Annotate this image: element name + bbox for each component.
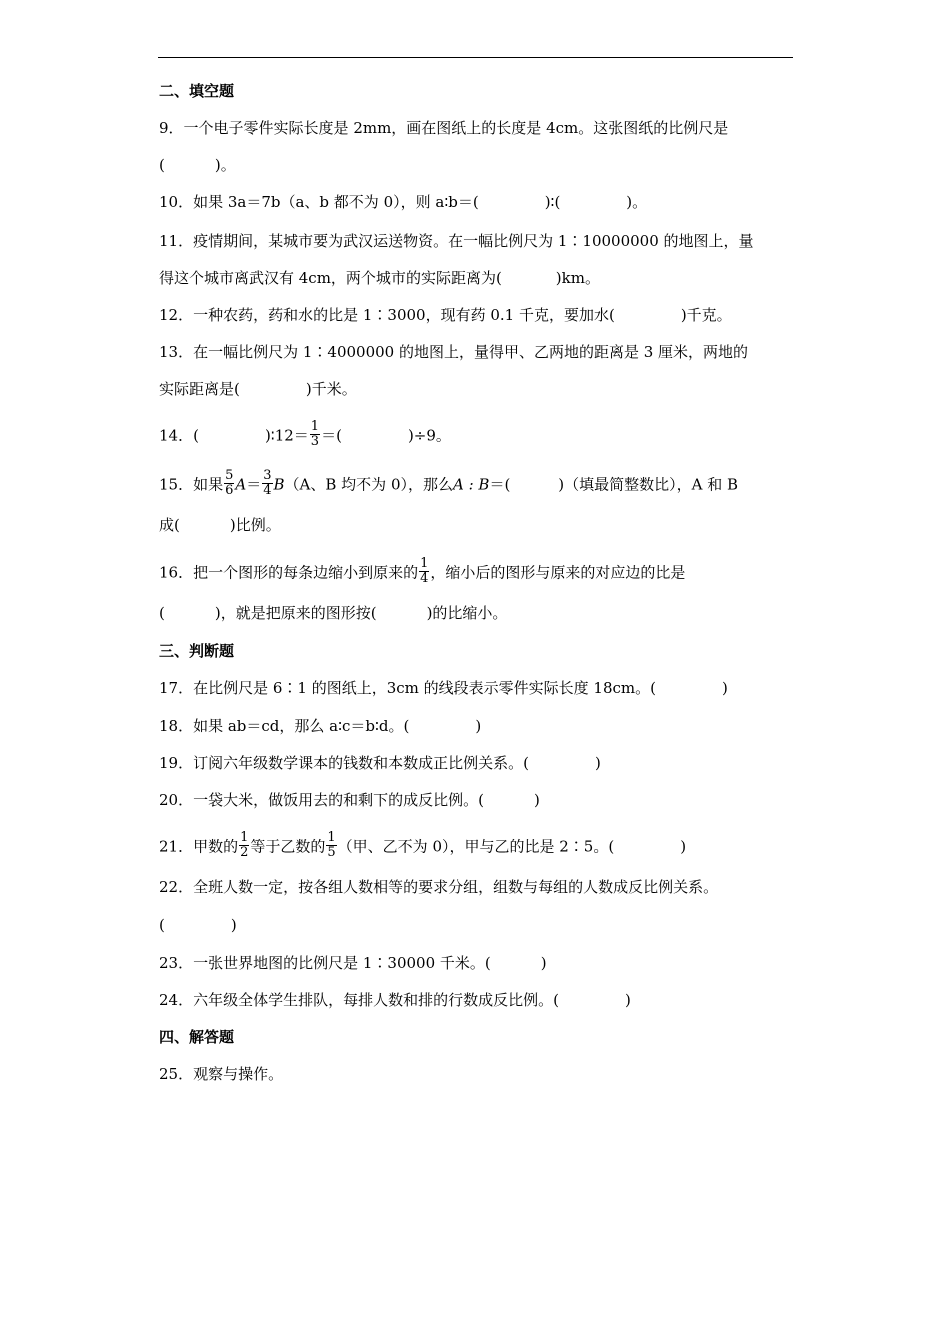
section-title-judge: 三、判断题 xyxy=(159,642,235,660)
question-14: 14．( )∶12＝ $\frac{1}{3}$ ＝( )÷9。 xyxy=(159,419,451,449)
question-15-line2: 成( )比例。 xyxy=(159,516,281,534)
q9-text: 9．一个电子零件实际长度是 2mm，画在图纸上的长度是 4cm。这张图纸的比例尺是 xyxy=(159,119,729,137)
question-22-line2: ( ) xyxy=(159,916,237,934)
section-title-fill: 二、填空题 xyxy=(159,82,235,100)
fraction: $\frac{1}{4}$ xyxy=(420,556,429,586)
question-9-line2: ( )。 xyxy=(159,156,236,174)
question-11: 11．疫情期间，某城市要为武汉运送物资。在一幅比例尺为 1∶10000000 的地图上，量 xyxy=(159,232,754,250)
question-25: 25．观察与操作。 xyxy=(159,1065,284,1083)
question-24: 24．六年级全体学生排队，每排人数和排的行数成反比例。( ) xyxy=(159,991,631,1009)
question-16: 16．把一个图形的每条边缩小到原来的 $\frac{1}{4}$ ，缩小后的图形与原来的对应边的比是 xyxy=(159,556,686,586)
fraction: $\frac{1}{5}$ xyxy=(327,830,336,860)
fraction: $\frac{3}{4}$ xyxy=(263,468,272,498)
ratio-expression: A : B xyxy=(452,475,490,494)
section-title-solve: 四、解答题 xyxy=(159,1028,235,1046)
question-20: 20．一袋大米，做饭用去的和剩下的成反比例。( ) xyxy=(159,791,540,809)
question-23: 23．一张世界地图的比例尺是 1∶30000 千米。( ) xyxy=(159,954,547,972)
question-9 xyxy=(159,118,728,138)
fraction: $\frac{1}{3}$ xyxy=(310,419,320,449)
header-rule xyxy=(158,57,793,58)
question-10: 10．如果 3a＝7b（a、b 都不为 0），则 a∶b＝( )∶( )。 xyxy=(159,193,648,211)
question-21: 21．甲数的 $\frac{1}{2}$ 等于乙数的 $\frac{1}{5}$ （甲、乙不为 0），甲与乙的比是 2∶5。( ) xyxy=(159,830,687,860)
question-19: 19．订阅六年级数学课本的钱数和本数成正比例关系。( ) xyxy=(159,754,601,772)
question-18: 18．如果 ab＝cd，那么 a∶c＝b∶d。( ) xyxy=(159,717,482,735)
fraction: $\frac{1}{2}$ xyxy=(240,830,249,860)
question-22: 22．全班人数一定，按各组人数相等的要求分组，组数与每组的人数成反比例关系。 xyxy=(159,878,719,896)
question-13-line2: 实际距离是( )千米。 xyxy=(159,380,357,398)
question-17: 17．在比例尺是 6∶1 的图纸上，3cm 的线段表示零件实际长度 18cm。( ) xyxy=(159,679,728,697)
question-11-line2: 得这个城市离武汉有 4cm，两个城市的实际距离为( )km。 xyxy=(159,269,600,287)
question-16-line2: ( )，就是把原来的图形按( )的比缩小。 xyxy=(159,604,508,622)
question-13: 13．在一幅比例尺为 1∶4000000 的地图上，量得甲、乙两地的距离是 3 厘米，两地的 xyxy=(159,343,749,361)
question-15: 15．如果 $\frac{5}{6}$ A＝ $\frac{3}{4}$ B（A、B 均不为 0），那么A : B＝( )（填最简整数比），A 和 B xyxy=(159,468,739,498)
fraction: $\frac{5}{6}$ xyxy=(225,468,234,498)
question-12: 12．一种农药，药和水的比是 1∶3000，现有药 0.1 千克，要加水( )千克。 xyxy=(159,306,732,324)
